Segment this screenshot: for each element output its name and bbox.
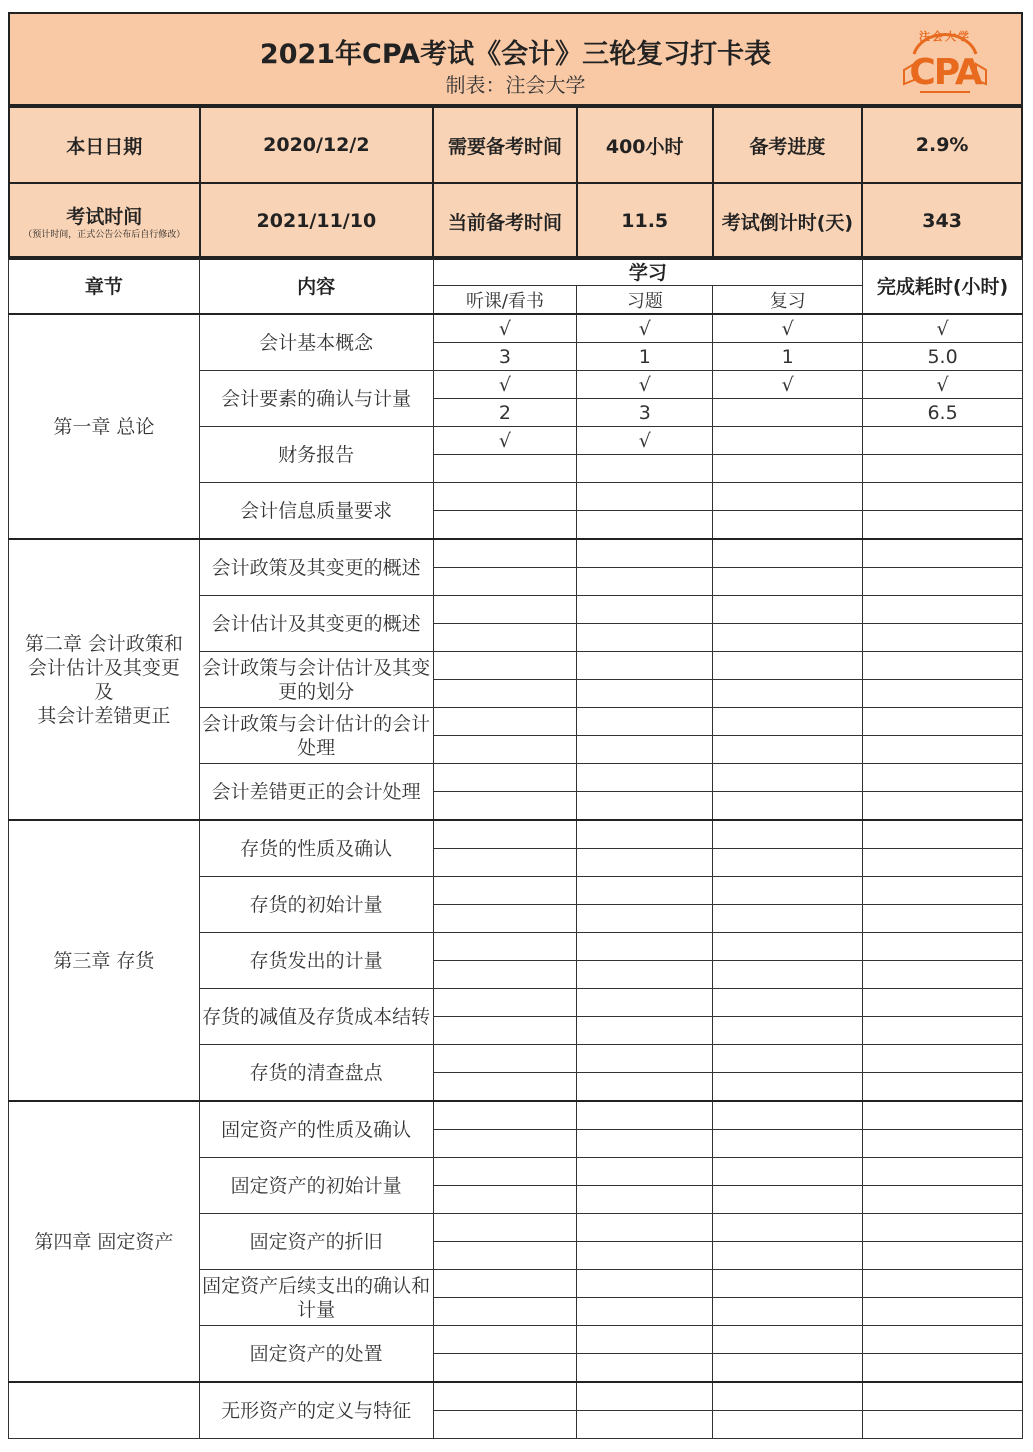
lecture-value-cell[interactable] (433, 1411, 577, 1439)
exercise-value-cell[interactable] (577, 1411, 713, 1439)
time-value-cell[interactable] (863, 1411, 1023, 1439)
lecture-value-cell[interactable] (433, 624, 577, 652)
lecture-value-cell[interactable] (433, 511, 577, 540)
exercise-value-cell[interactable]: 3 (577, 399, 713, 427)
review-value-cell[interactable] (713, 792, 863, 821)
review-check-cell[interactable] (713, 708, 863, 736)
col-time-header: 完成耗时(小时) (863, 257, 1023, 314)
exercise-check-cell[interactable] (577, 1326, 713, 1354)
lecture-check-cell[interactable] (433, 1382, 577, 1411)
lecture-value-cell[interactable] (433, 1073, 577, 1102)
exercise-check-cell[interactable]: √ (577, 371, 713, 399)
content-item: 固定资产的处置 (199, 1326, 433, 1383)
content-item: 存货的初始计量 (199, 877, 433, 933)
current-time-value: 11.5 (577, 183, 713, 259)
review-value-cell[interactable] (713, 399, 863, 427)
review-value-cell[interactable] (713, 568, 863, 596)
lecture-check-cell[interactable] (433, 708, 577, 736)
chapter-cell: 第一章 总论 (9, 314, 200, 539)
time-check-cell[interactable] (863, 1158, 1023, 1186)
lecture-value-cell[interactable] (433, 455, 577, 483)
col-exercise-header: 习题 (577, 286, 713, 315)
chapter-cell: 第三章 存货 (9, 820, 200, 1101)
lecture-check-cell[interactable] (433, 989, 577, 1017)
review-value-cell[interactable] (713, 680, 863, 708)
lecture-value-cell[interactable] (433, 1242, 577, 1270)
exercise-check-cell[interactable]: √ (577, 427, 713, 455)
review-check-cell[interactable]: √ (713, 314, 863, 343)
content-item: 会计基本概念 (199, 314, 433, 371)
lecture-value-cell[interactable] (433, 905, 577, 933)
review-check-cell[interactable] (713, 1158, 863, 1186)
lecture-value-cell[interactable] (433, 792, 577, 821)
lecture-check-cell[interactable] (433, 539, 577, 568)
col-lecture-header: 听课/看书 (433, 286, 577, 315)
review-check-cell[interactable] (713, 483, 863, 511)
content-item: 会计信息质量要求 (199, 483, 433, 540)
time-value-cell[interactable] (863, 1354, 1023, 1383)
time-check-cell[interactable] (863, 427, 1023, 455)
progress-label: 备考进度 (713, 107, 863, 183)
today-value[interactable]: 2020/12/2 (200, 107, 434, 183)
exercise-value-cell[interactable]: 1 (577, 343, 713, 371)
lecture-check-cell[interactable] (433, 483, 577, 511)
sheet-title: 2021年CPA考试《会计》三轮复习打卡表 (259, 39, 772, 70)
time-value-cell[interactable]: 6.5 (863, 399, 1023, 427)
progress-value: 2.9% (862, 107, 1022, 183)
exercise-check-cell[interactable] (577, 596, 713, 624)
lecture-check-cell[interactable] (433, 1270, 577, 1298)
exercise-check-cell[interactable] (577, 1214, 713, 1242)
exercise-check-cell[interactable] (577, 1101, 713, 1130)
table-row (9, 1382, 1023, 1411)
exercise-value-cell[interactable] (577, 736, 713, 764)
exercise-value-cell[interactable] (577, 1130, 713, 1158)
exercise-value-cell[interactable] (577, 568, 713, 596)
exercise-value-cell[interactable] (577, 680, 713, 708)
time-value-cell[interactable] (863, 511, 1023, 540)
content-item: 会计估计及其变更的概述 (199, 596, 433, 652)
time-check-cell[interactable] (863, 1326, 1023, 1354)
exercise-value-cell[interactable] (577, 1242, 713, 1270)
lecture-check-cell[interactable] (433, 596, 577, 624)
chapter-cell: 第四章 固定资产 (9, 1101, 200, 1382)
logo-text: CPA (909, 52, 981, 93)
content-item: 会计政策与会计估计及其变更的划分 (199, 652, 433, 708)
time-check-cell[interactable] (863, 989, 1023, 1017)
content-item: 无形资产的定义与特征 (199, 1382, 433, 1439)
lecture-check-cell[interactable] (433, 1158, 577, 1186)
exercise-check-cell[interactable] (577, 933, 713, 961)
content-item: 固定资产的性质及确认 (199, 1101, 433, 1158)
exercise-value-cell[interactable] (577, 511, 713, 540)
review-check-cell[interactable] (713, 1101, 863, 1130)
review-check-cell[interactable] (713, 989, 863, 1017)
exam-note: （预计时间，正式公告公布后自行修改） (23, 229, 186, 240)
review-value-cell[interactable]: 1 (713, 343, 863, 371)
exercise-value-cell[interactable] (577, 1073, 713, 1102)
lecture-value-cell[interactable] (433, 961, 577, 989)
review-value-cell[interactable] (713, 905, 863, 933)
time-value-cell[interactable] (863, 1073, 1023, 1102)
exercise-value-cell[interactable] (577, 1354, 713, 1383)
exercise-value-cell[interactable] (577, 1298, 713, 1326)
review-value-cell[interactable] (713, 455, 863, 483)
table-row (9, 314, 1023, 343)
exercise-check-cell[interactable] (577, 652, 713, 680)
exercise-check-cell[interactable] (577, 539, 713, 568)
content-item: 固定资产的初始计量 (199, 1158, 433, 1214)
review-check-cell[interactable] (713, 1326, 863, 1354)
lecture-value-cell[interactable] (433, 1354, 577, 1383)
exercise-value-cell[interactable] (577, 961, 713, 989)
time-value-cell[interactable] (863, 849, 1023, 877)
lecture-value-cell[interactable] (433, 1298, 577, 1326)
exercise-check-cell[interactable] (577, 483, 713, 511)
review-check-cell[interactable] (713, 1270, 863, 1298)
lecture-check-cell[interactable] (433, 764, 577, 792)
lecture-value-cell[interactable] (433, 680, 577, 708)
logo-label: 注会大学 (919, 30, 971, 43)
review-check-cell[interactable] (713, 764, 863, 792)
chapter-cell (9, 1382, 200, 1439)
review-check-cell[interactable] (713, 1214, 863, 1242)
exercise-check-cell[interactable] (577, 877, 713, 905)
exercise-value-cell[interactable] (577, 1186, 713, 1214)
info-row-exam (9, 183, 1022, 259)
lecture-check-cell[interactable] (433, 1045, 577, 1073)
time-value-cell[interactable] (863, 1130, 1023, 1158)
exercise-value-cell[interactable] (577, 1017, 713, 1045)
lecture-check-cell[interactable] (433, 933, 577, 961)
review-value-cell[interactable] (713, 1130, 863, 1158)
exercise-check-cell[interactable]: √ (577, 314, 713, 343)
time-value-cell[interactable] (863, 568, 1023, 596)
time-check-cell[interactable] (863, 1382, 1023, 1411)
time-check-cell[interactable] (863, 1045, 1023, 1073)
lecture-check-cell[interactable] (433, 1214, 577, 1242)
content-item: 会计政策与会计估计的会计处理 (199, 708, 433, 764)
time-value-cell[interactable] (863, 455, 1023, 483)
info-table (8, 106, 1023, 260)
col-chapter-header: 章节 (9, 257, 200, 314)
exercise-check-cell[interactable] (577, 1270, 713, 1298)
review-value-cell[interactable] (713, 1017, 863, 1045)
review-value-cell[interactable] (713, 849, 863, 877)
table-row (9, 539, 1023, 568)
time-value-cell[interactable] (863, 736, 1023, 764)
countdown-value: 343 (862, 183, 1022, 259)
exercise-value-cell[interactable] (577, 455, 713, 483)
table-header-row (9, 257, 1023, 286)
time-check-cell[interactable] (863, 764, 1023, 792)
time-check-cell[interactable]: √ (863, 371, 1023, 399)
review-check-cell[interactable] (713, 877, 863, 905)
content-item: 存货的清查盘点 (199, 1045, 433, 1102)
content-item: 会计要素的确认与计量 (199, 371, 433, 427)
lecture-check-cell[interactable] (433, 1326, 577, 1354)
time-value-cell[interactable]: 5.0 (863, 343, 1023, 371)
review-check-cell[interactable] (713, 820, 863, 849)
review-value-cell[interactable] (713, 1411, 863, 1439)
content-item: 会计差错更正的会计处理 (199, 764, 433, 821)
content-item: 存货的减值及存货成本结转 (199, 989, 433, 1045)
review-value-cell[interactable] (713, 624, 863, 652)
time-check-cell[interactable] (863, 539, 1023, 568)
review-value-cell[interactable] (713, 1186, 863, 1214)
time-value-cell[interactable] (863, 792, 1023, 821)
time-value-cell[interactable] (863, 961, 1023, 989)
time-check-cell[interactable] (863, 933, 1023, 961)
col-review-header: 复习 (713, 286, 863, 315)
time-check-cell[interactable] (863, 483, 1023, 511)
review-check-cell[interactable] (713, 652, 863, 680)
time-check-cell[interactable] (863, 596, 1023, 624)
col-study-header: 学习 (433, 257, 863, 286)
info-row-today (9, 107, 1022, 183)
sheet-subtitle: 制表：注会大学 (445, 73, 586, 97)
sheet-header (8, 12, 1023, 106)
time-check-cell[interactable] (863, 708, 1023, 736)
lecture-check-cell[interactable] (433, 652, 577, 680)
lecture-value-cell[interactable] (433, 849, 577, 877)
chapter-name-line: 会计估计及其变更 (27, 656, 180, 679)
lecture-value-cell[interactable] (433, 736, 577, 764)
time-check-cell[interactable] (863, 1270, 1023, 1298)
review-value-cell[interactable] (713, 736, 863, 764)
table-row (9, 820, 1023, 849)
review-value-cell[interactable] (713, 1073, 863, 1102)
review-check-cell[interactable]: √ (713, 371, 863, 399)
chapter-name-line: 其会计差错更正 (37, 704, 171, 727)
exercise-check-cell[interactable] (577, 708, 713, 736)
lecture-value-cell[interactable] (433, 1017, 577, 1045)
lecture-check-cell[interactable]: √ (433, 427, 577, 455)
exercise-check-cell[interactable] (577, 1382, 713, 1411)
review-check-cell[interactable] (713, 1045, 863, 1073)
content-item: 固定资产后续支出的确认和计量 (199, 1270, 433, 1326)
exercise-check-cell[interactable] (577, 764, 713, 792)
review-value-cell[interactable] (713, 961, 863, 989)
time-check-cell[interactable]: √ (863, 314, 1023, 343)
review-value-cell[interactable] (713, 1242, 863, 1270)
time-check-cell[interactable] (863, 1101, 1023, 1130)
lecture-value-cell[interactable]: 3 (433, 343, 577, 371)
study-table (8, 256, 1023, 1439)
lecture-value-cell[interactable] (433, 1130, 577, 1158)
time-check-cell[interactable] (863, 820, 1023, 849)
lecture-value-cell[interactable] (433, 568, 577, 596)
content-item: 存货发出的计量 (199, 933, 433, 989)
time-check-cell[interactable] (863, 652, 1023, 680)
exam-value[interactable]: 2021/11/10 (200, 183, 434, 259)
review-check-cell[interactable] (713, 1382, 863, 1411)
today-label: 本日日期 (9, 107, 200, 183)
current-time-label: 当前备考时间 (433, 183, 577, 259)
review-check-cell[interactable] (713, 427, 863, 455)
chapter-name-line: 第二章 会计政策和 (24, 632, 183, 655)
exercise-check-cell[interactable] (577, 1045, 713, 1073)
time-value-cell[interactable] (863, 1186, 1023, 1214)
review-value-cell[interactable] (713, 511, 863, 540)
content-item: 存货的性质及确认 (199, 820, 433, 877)
lecture-check-cell[interactable] (433, 820, 577, 849)
chapter-name-line: 及 (94, 680, 114, 703)
lecture-check-cell[interactable]: √ (433, 371, 577, 399)
countdown-label: 考试倒计时(天) (713, 183, 863, 259)
review-check-cell[interactable] (713, 539, 863, 568)
time-value-cell[interactable] (863, 905, 1023, 933)
time-check-cell[interactable] (863, 1214, 1023, 1242)
time-value-cell[interactable] (863, 680, 1023, 708)
review-value-cell[interactable] (713, 1298, 863, 1326)
exercise-value-cell[interactable] (577, 792, 713, 821)
lecture-check-cell[interactable] (433, 877, 577, 905)
exercise-check-cell[interactable] (577, 820, 713, 849)
exercise-check-cell[interactable] (577, 989, 713, 1017)
lecture-value-cell[interactable]: 2 (433, 399, 577, 427)
time-value-cell[interactable] (863, 624, 1023, 652)
lecture-check-cell[interactable] (433, 1101, 577, 1130)
lecture-check-cell[interactable]: √ (433, 314, 577, 343)
lecture-value-cell[interactable] (433, 1186, 577, 1214)
exam-label-cell (9, 183, 200, 259)
chapter-cell (9, 539, 200, 820)
col-content-header: 内容 (199, 257, 433, 314)
time-check-cell[interactable] (863, 877, 1023, 905)
exercise-value-cell[interactable] (577, 849, 713, 877)
content-item: 会计政策及其变更的概述 (199, 539, 433, 596)
table-row (9, 1101, 1023, 1130)
review-value-cell[interactable] (713, 1354, 863, 1383)
exam-label: 考试时间 (66, 205, 143, 228)
checkin-sheet (8, 12, 1023, 1452)
time-value-cell[interactable] (863, 1242, 1023, 1270)
exercise-value-cell[interactable] (577, 624, 713, 652)
review-check-cell[interactable] (713, 933, 863, 961)
exercise-check-cell[interactable] (577, 1158, 713, 1186)
time-value-cell[interactable] (863, 1017, 1023, 1045)
content-item: 固定资产的折旧 (199, 1214, 433, 1270)
cpa-logo (900, 24, 990, 104)
exercise-value-cell[interactable] (577, 905, 713, 933)
content-item: 财务报告 (199, 427, 433, 483)
time-value-cell[interactable] (863, 1298, 1023, 1326)
need-time-value[interactable]: 400小时 (577, 107, 713, 183)
need-time-label: 需要备考时间 (433, 107, 577, 183)
review-check-cell[interactable] (713, 596, 863, 624)
